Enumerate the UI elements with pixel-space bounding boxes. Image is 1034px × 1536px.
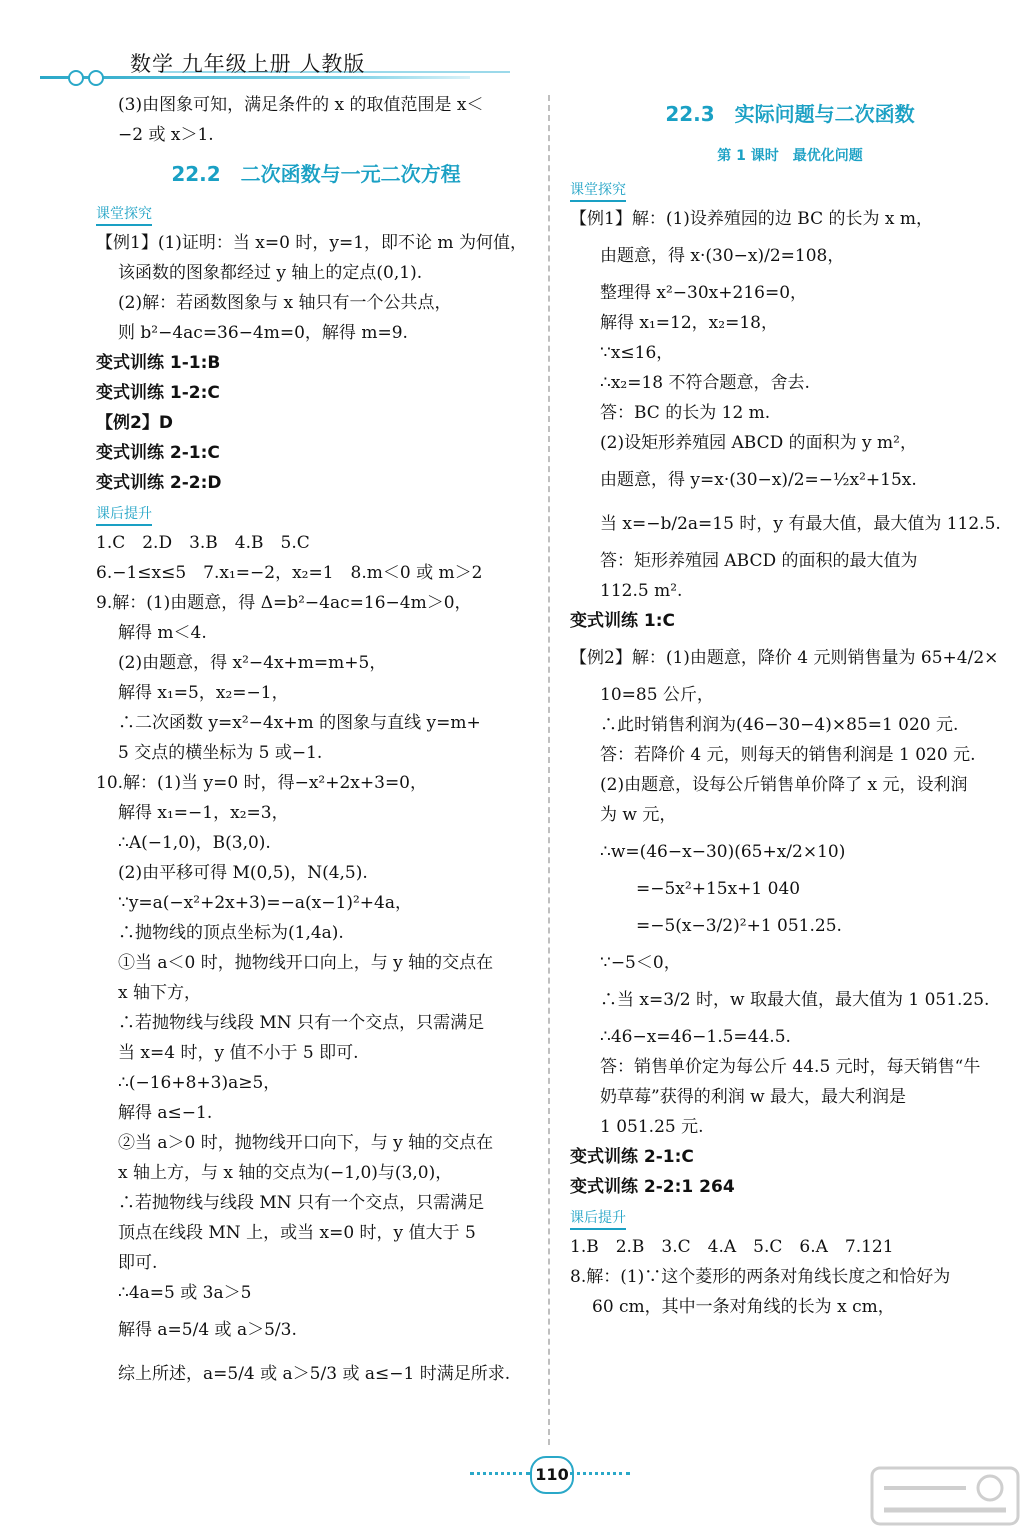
text-line: ∴w=(46−x−30)(65+x/2×10) — [600, 842, 846, 862]
text-line: 解得 m＜4. — [118, 623, 207, 643]
text-line: ∴若抛物线与线段 MN 只有一个交点，只需满足 — [118, 1193, 485, 1213]
text-line: 【例2】解：(1)由题意，降价 4 元则销售量为 65+4/2× — [570, 648, 999, 668]
text-line: 解得 x₁=5，x₂=−1， — [118, 683, 289, 703]
text-line: ∵−5＜0， — [600, 953, 681, 973]
text-line: (2)由题意，设每公斤销售单价降了 x 元，设利润 — [600, 775, 968, 795]
section-tag: 课后提升 — [570, 1208, 626, 1230]
section-tag: 课后提升 — [96, 504, 152, 526]
answer-line: 变式训练 2-1:C — [570, 1147, 694, 1167]
text-line: ②当 a＞0 时，抛物线开口向下，与 y 轴的交点在 — [118, 1133, 494, 1153]
text-line: 解得 a≤−1. — [118, 1103, 213, 1123]
text-line: 10.解：(1)当 y=0 时，得−x²+2x+3=0， — [96, 773, 428, 793]
text-line: 则 b²−4ac=36−4m=0，解得 m=9. — [118, 323, 408, 343]
text-line: 10=85 公斤， — [600, 685, 714, 705]
answer-line: 变式训练 1-1:B — [96, 353, 221, 373]
text-line: ∴当 x=3/2 时，w 取最大值，最大值为 1 051.25. — [600, 990, 990, 1010]
text-line: ∵x≤16， — [600, 343, 674, 363]
page-header — [40, 40, 480, 90]
text-line: 当 x=4 时，y 值不小于 5 即可. — [118, 1043, 359, 1063]
text-line: ∴(−16+8+3)a≥5， — [118, 1073, 281, 1093]
text-line: 解得 x₁=12，x₂=18， — [600, 313, 778, 333]
answer-line: 变式训练 2-2:1 264 — [570, 1177, 735, 1197]
text-line: 为 w 元， — [600, 805, 677, 825]
text-line: 奶草莓”获得的利润 w 最大，最大利润是 — [600, 1087, 907, 1107]
page-number: 110 — [530, 1456, 574, 1494]
left-column — [96, 90, 536, 1396]
text-line: =−5x²+15x+1 040 — [636, 879, 801, 899]
text-line: 【例1】(1)证明：当 x=0 时，y=1，即不论 m 为何值， — [96, 233, 527, 253]
text-line: x 轴下方， — [118, 983, 201, 1003]
text-line: =−5(x−3/2)²+1 051.25. — [636, 916, 842, 936]
text-line: 1.C 2.D 3.B 4.B 5.C — [96, 533, 310, 553]
text-line: 该函数的图象都经过 y 轴上的定点(0,1). — [118, 263, 423, 283]
page-footer — [470, 1456, 630, 1492]
text-line: ∴抛物线的顶点坐标为(1,4a). — [118, 923, 344, 943]
answer-line: 变式训练 2-2:D — [96, 473, 222, 493]
text-line: 6.−1≤x≤5 7.x₁=−2，x₂=1 8.m＜0 或 m＞2 — [96, 563, 483, 583]
column-divider — [548, 95, 550, 1445]
text-line: (2)解：若函数图象与 x 轴只有一个公共点， — [118, 293, 452, 313]
header-circle-icon — [68, 70, 84, 86]
header-circle-icon — [88, 70, 104, 86]
text-line: 答：销售单价定为每公斤 44.5 元时，每天销售“牛 — [600, 1057, 981, 1077]
text-line: ∴若抛物线与线段 MN 只有一个交点，只需满足 — [118, 1013, 485, 1033]
section-title: 22.2 二次函数与一元二次方程 — [171, 162, 461, 186]
text-line: 整理得 x²−30x+216=0， — [600, 283, 808, 303]
answer-line: 变式训练 2-1:C — [96, 443, 220, 463]
section-tag: 课堂探究 — [96, 204, 152, 226]
text-line: 9.解：(1)由题意，得 Δ=b²−4ac=16−4m＞0， — [96, 593, 472, 613]
text-line: (2)由平移可得 M(0,5)，N(4,5). — [118, 863, 368, 883]
text-line: 5 交点的横坐标为 5 或−1. — [118, 743, 323, 763]
text-line: ∴4a=5 或 3a＞5 — [118, 1283, 252, 1303]
text-line: (2)由题意，得 x²−4x+m=m+5， — [118, 653, 387, 673]
text-line: ∴A(−1,0)，B(3,0). — [118, 833, 271, 853]
text-line: ∵y=a(−x²+2x+3)=−a(x−1)²+4a， — [118, 893, 412, 913]
answer-line: 变式训练 1-2:C — [96, 383, 220, 403]
text-line: 答：若降价 4 元，则每天的销售利润是 1 020 元. — [600, 745, 976, 765]
text-line: 当 x=−b/2a=15 时，y 有最大值，最大值为 112.5. — [600, 514, 1001, 534]
right-column — [570, 90, 1010, 1322]
text-line: ∴二次函数 y=x²−4x+m 的图象与直线 y=m+ — [118, 713, 481, 733]
text-line: 顶点在线段 MN 上，或当 x=0 时，y 值大于 5 — [118, 1223, 476, 1243]
text-line: 1 051.25 元. — [600, 1117, 704, 1137]
text-line: 解得 a=5/4 或 a＞5/3. — [118, 1320, 297, 1340]
text-line: (2)设矩形养殖园 ABCD 的面积为 y m²， — [600, 433, 917, 453]
text-line: 即可. — [118, 1253, 158, 1273]
text-line: ∴46−x=46−1.5=44.5. — [600, 1027, 791, 1047]
text-line: 【例1】解：(1)设养殖园的边 BC 的长为 x m， — [570, 209, 934, 229]
text-line: 由题意，得 y=x·(30−x)/2=−½x²+15x. — [600, 470, 917, 490]
text-line: ∴此时销售利润为(46−30−4)×85=1 020 元. — [600, 715, 959, 735]
answer-line: 【例2】D — [96, 413, 173, 433]
footer-dots — [570, 1472, 630, 1475]
text-line: 112.5 m². — [600, 581, 683, 601]
text-line: x 轴上方，与 x 轴的交点为(−1,0)与(3,0)， — [118, 1163, 453, 1183]
footer-dots — [470, 1472, 530, 1475]
text-line: ∴x₂=18 不符合题意，舍去. — [600, 373, 810, 393]
text-line: 综上所述，a=5/4 或 a＞5/3 或 a≤−1 时满足所求. — [118, 1364, 511, 1384]
text-line: 解得 x₁=−1，x₂=3， — [118, 803, 289, 823]
text-line: 8.解：(1)∵这个菱形的两条对角线长度之和恰好为 — [570, 1267, 951, 1287]
answer-line: 变式训练 1:C — [570, 611, 676, 631]
text-line: 答：BC 的长为 12 m. — [600, 403, 771, 423]
section-tag: 课堂探究 — [570, 180, 626, 202]
watermark-logo — [870, 1466, 1020, 1526]
text-line: ①当 a＜0 时，抛物线开口向上，与 y 轴的交点在 — [118, 953, 494, 973]
header-title: 数学 九年级上册 人教版 — [130, 52, 366, 76]
text-line: −2 或 x＞1. — [118, 125, 214, 145]
text-line: 1.B 2.B 3.C 4.A 5.C 6.A 7.121 — [570, 1237, 894, 1257]
text-line: 答：矩形养殖园 ABCD 的面积的最大值为 — [600, 551, 918, 571]
text-line: (3)由图象可知，满足条件的 x 的取值范围是 x＜ — [118, 95, 484, 115]
lesson-title: 第 1 课时 最优化问题 — [717, 148, 863, 164]
text-line: 由题意，得 x·(30−x)/2=108， — [600, 246, 845, 266]
text-line: 60 cm，其中一条对角线的长为 x cm， — [592, 1297, 895, 1317]
section-title: 22.3 实际问题与二次函数 — [665, 102, 915, 126]
